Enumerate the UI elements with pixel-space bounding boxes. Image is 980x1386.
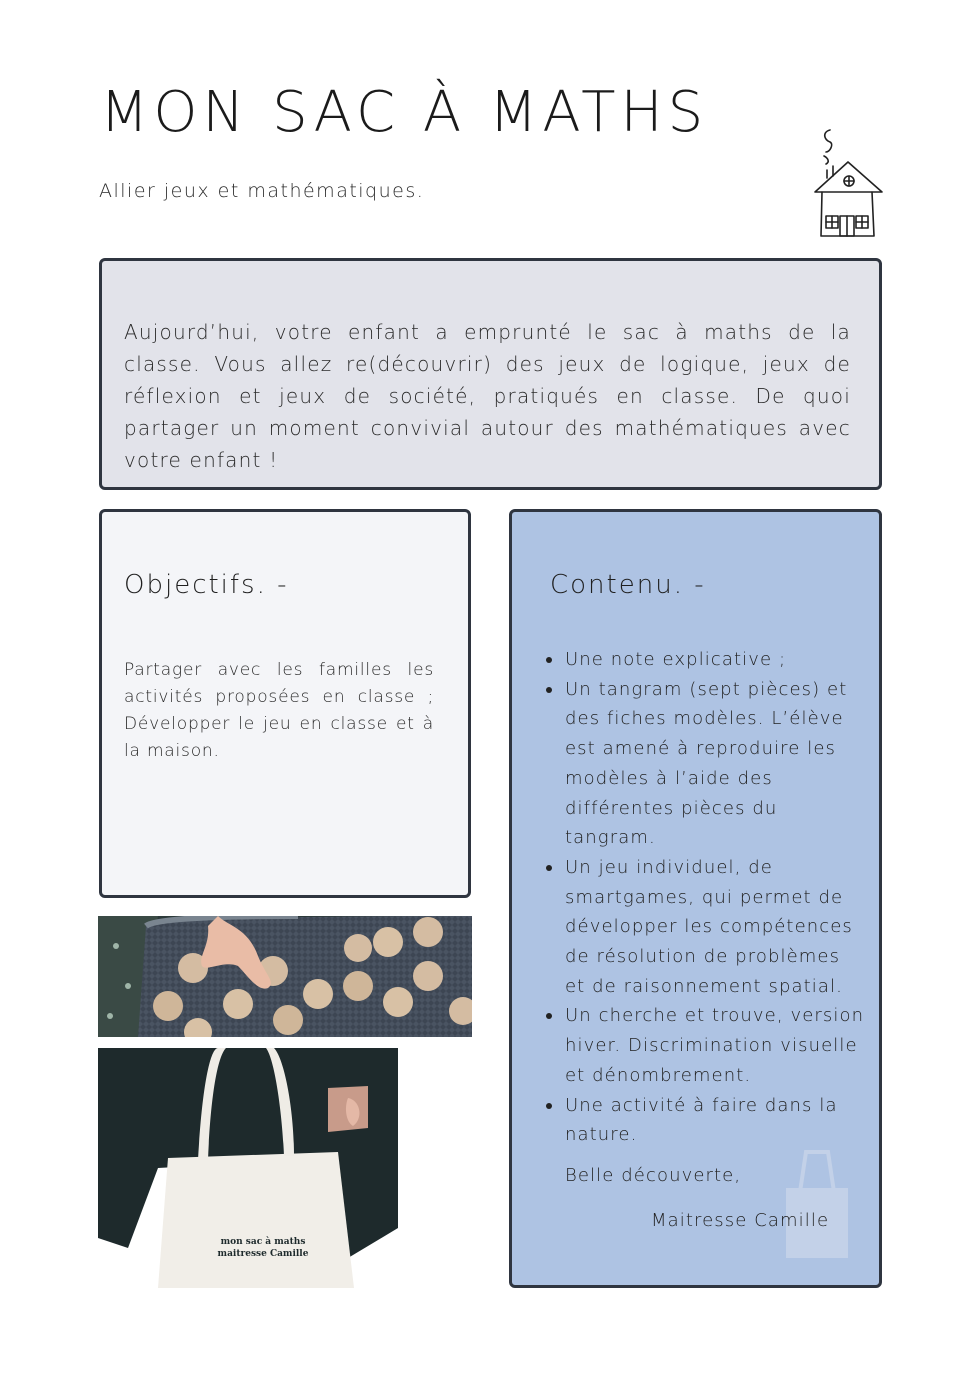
list-item: Un jeu individuel, de smartgames, qui permet de développer les compétences de résolution de problèmes et de raisonnement spatial. [565, 853, 865, 1002]
page-title: MON SAC À MATHS [100, 80, 709, 145]
house-doodle-icon [808, 126, 888, 244]
bag-print-line2: maitresse Camille [217, 1249, 309, 1259]
objectifs-panel [99, 509, 471, 898]
objectifs-text: Partager avec les familles les activités proposées en classe ; Développer le jeu en classe et à la maison. [124, 660, 434, 761]
intro-panel [99, 258, 882, 490]
intro-text: Aujourd’hui, votre enfant a emprunté le sac à maths de la classe. Vous allez re(découvrir) des jeux de logique, jeux de réflexion et jeux de société, pratiqués en classe. De quoi partager un moment convivial autour des mathématiques avec votre enfant ! [124, 320, 851, 472]
page-subtitle: Allier jeux et mathématiques. [99, 180, 425, 202]
tokens-photo [98, 916, 472, 1037]
contenu-panel [509, 509, 882, 1288]
closing-text: Belle découverte, [565, 1165, 742, 1186]
contenu-heading: Contenu. - [550, 570, 706, 600]
list-item: Un tangram (sept pièces) et des fiches modèles. L’élève est amené à reproduire les modèles à l’aide des différentes pièces du tangram. [565, 675, 865, 853]
list-item: Une note explicative ; [565, 645, 865, 675]
bag-print-line1: mon sac à maths [220, 1237, 306, 1247]
tote-bag-photo [98, 1048, 398, 1288]
objectifs-heading: Objectifs. - [124, 570, 289, 600]
list-item: Un cherche et trouve, version hiver. Discrimination visuelle et dénombrement. [565, 1001, 865, 1090]
contenu-list [565, 645, 865, 1150]
signature: Maitresse Camille [651, 1210, 830, 1231]
tote-bag-icon [784, 1148, 850, 1260]
list-item: Une activité à faire dans la nature. [565, 1091, 865, 1150]
